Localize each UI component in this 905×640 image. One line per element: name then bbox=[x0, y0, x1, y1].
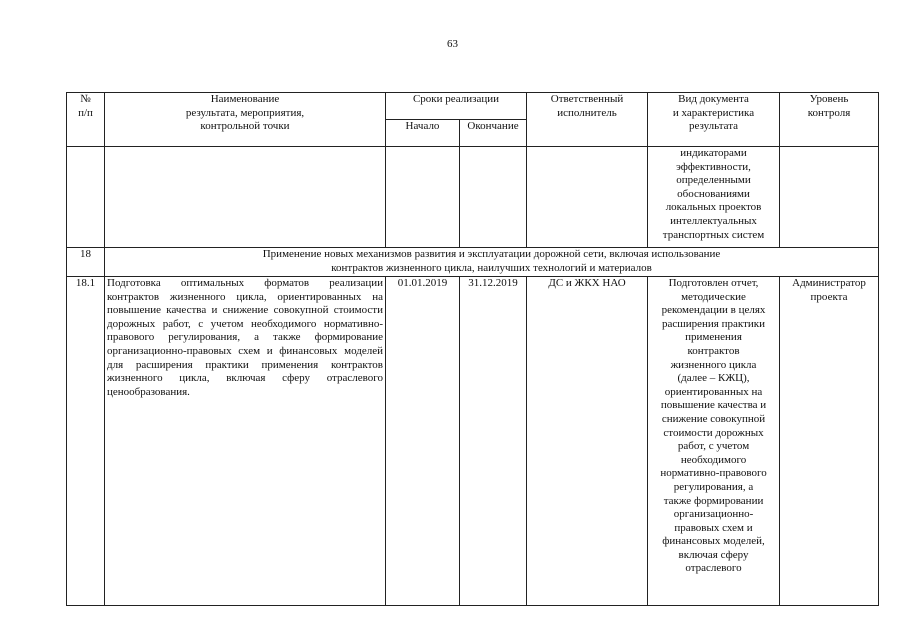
continuation-start bbox=[386, 147, 460, 248]
header-end: Окончание bbox=[460, 120, 527, 147]
plan-table bbox=[66, 92, 879, 606]
continuation-level bbox=[780, 147, 879, 248]
continuation-name bbox=[105, 147, 386, 248]
item-start: 01.01.2019 bbox=[386, 277, 460, 606]
table-header-row bbox=[67, 93, 879, 120]
item-level: Администратор проекта bbox=[780, 277, 879, 606]
header-doc: Вид документа и характеристика результата bbox=[648, 93, 780, 147]
item-end: 31.12.2019 bbox=[460, 277, 527, 606]
header-level: Уровень контроля bbox=[780, 93, 879, 147]
item-responsible: ДС и ЖКХ НАО bbox=[527, 277, 648, 606]
header-dates: Сроки реализации bbox=[386, 93, 527, 120]
table-row bbox=[67, 277, 879, 606]
section-num: 18 bbox=[67, 248, 105, 277]
continuation-row bbox=[67, 147, 879, 248]
item-doc: Подготовлен отчет, методические рекомендации в целях расширения практики применения контрактов жизненного цикла (далее – КЖЦ), ориентированных на повышение качества и снижение совокупной стоимости дорожных работ, с учетом необходимого нормативно-правового регулирования, а также формировании организационно- правовых схем и финансовых моделей, включая сферу отраслевого bbox=[648, 277, 780, 606]
header-responsible: Ответственный исполнитель bbox=[527, 93, 648, 147]
header-name: Наименование результата, мероприятия, контрольной точки bbox=[105, 93, 386, 147]
continuation-responsible bbox=[527, 147, 648, 248]
item-name: Подготовка оптимальных форматов реализации контрактов жизненного цикла, ориентированных на повышение качества и снижение совокупной стоимости дорожных работ, с учетом необходимого нормативно-правового регулирования, а также формирование организационно-правовых схем и финансовых моделей для расширения практики применения контрактов жизненного цикла, включая сферу отраслевого ценообразования. bbox=[105, 277, 386, 606]
header-num: № п/п bbox=[67, 93, 105, 147]
header-start: Начало bbox=[386, 120, 460, 147]
item-num: 18.1 bbox=[67, 277, 105, 606]
continuation-end bbox=[460, 147, 527, 248]
section-row bbox=[67, 248, 879, 277]
continuation-num bbox=[67, 147, 105, 248]
continuation-doc: индикаторами эффективности, определенными обоснованиями локальных проектов интеллектуальных транспортных систем bbox=[648, 147, 780, 248]
page-number: 63 bbox=[447, 38, 458, 50]
section-title: Применение новых механизмов развития и эксплуатации дорожной сети, включая использование контрактов жизненного цикла, наилучших технологий и материалов bbox=[105, 248, 879, 277]
